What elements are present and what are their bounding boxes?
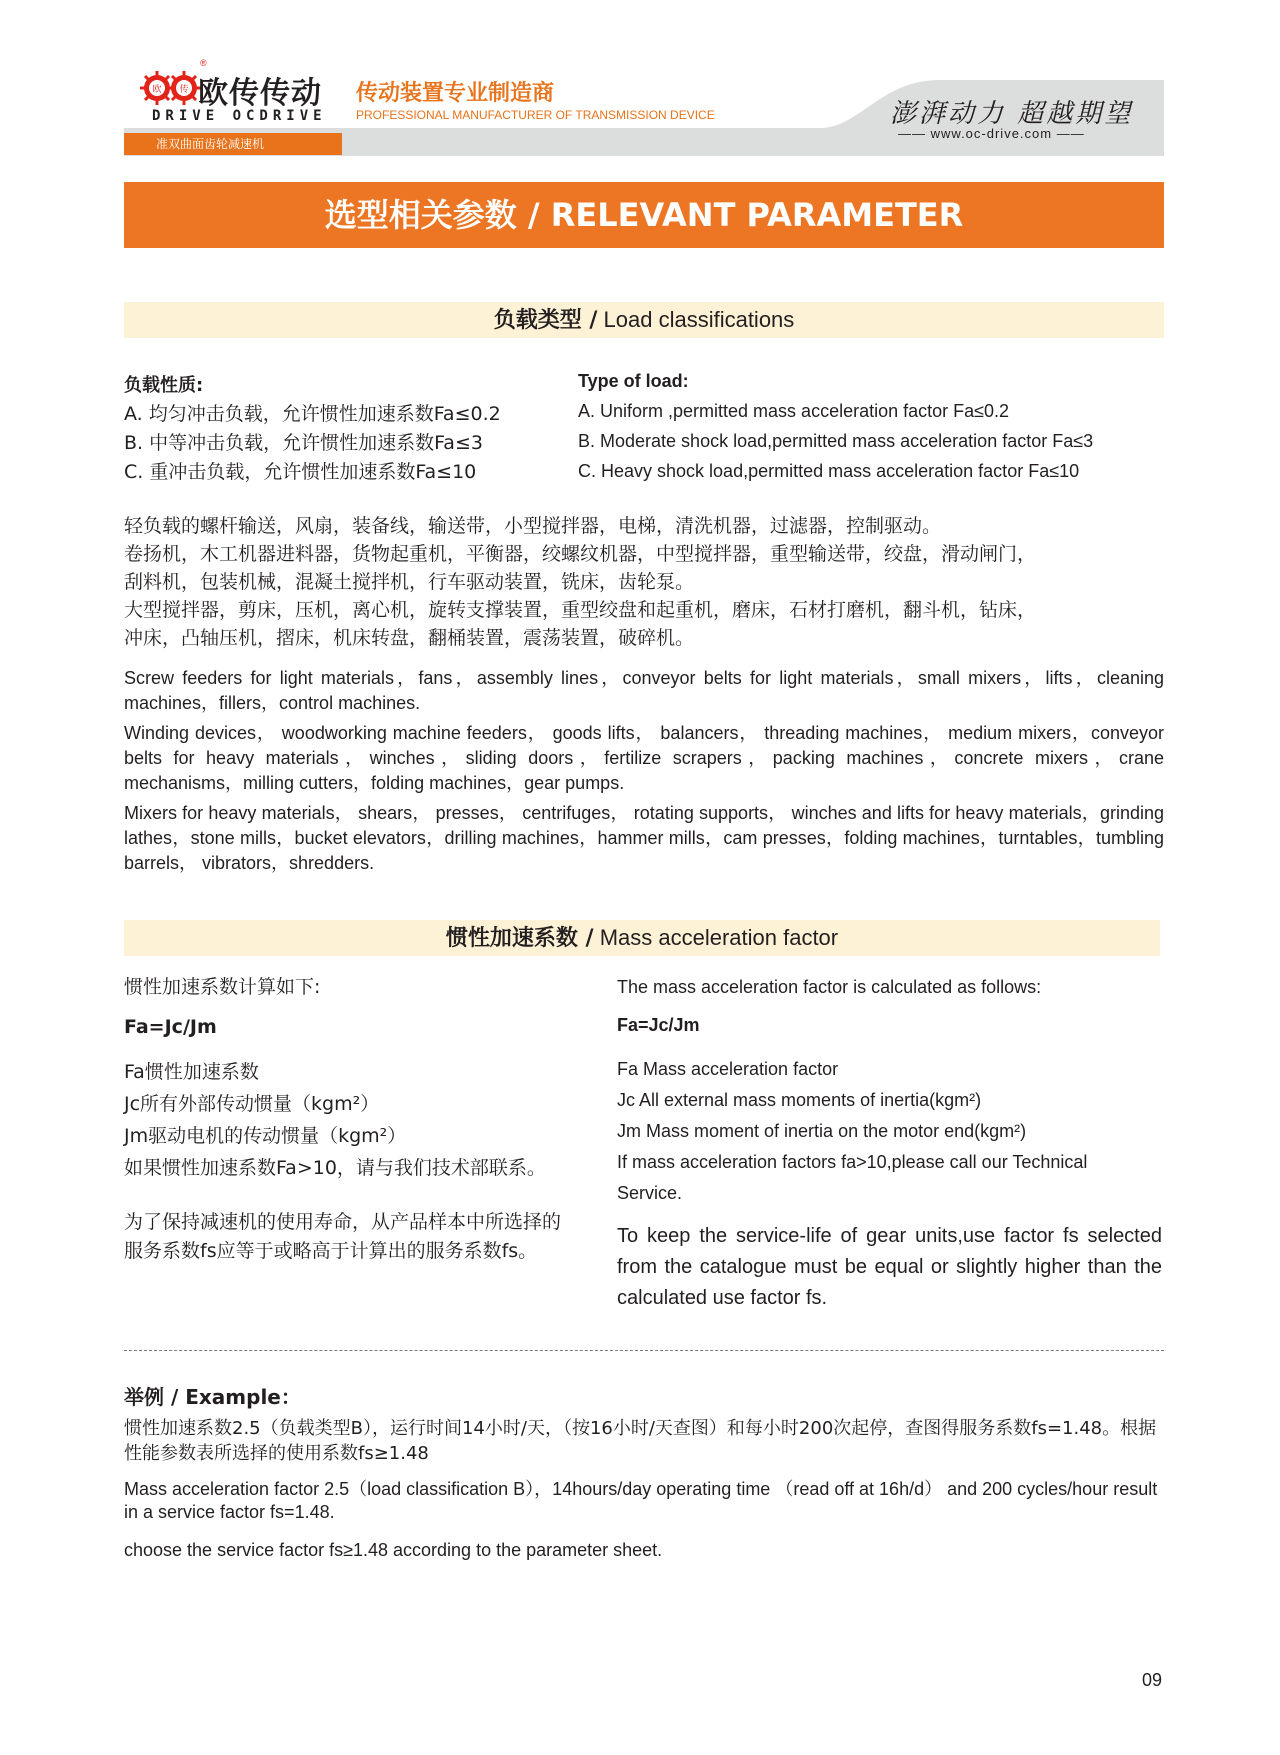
load-example-en-light: Screw feeders for light materials，fans，assembly lines，conveyor belts for light materials，small mixers，lifts，cleaning machines，fillers，control machines. [124, 668, 1164, 713]
example-heading: 举例 / Example： [124, 1385, 301, 1409]
page-title-banner: 选型相关参数 / RELEVANT PARAMETER [124, 182, 1164, 248]
svg-text:传: 传 [179, 85, 189, 95]
service-factor-en: To keep the service-life of gear units,use factor fs selected from the catalogue must be equal or slightly higher than the calculated use factor fs. [617, 1225, 1162, 1309]
mass-def-en-jc: Jc All external mass moments of inertia(kgm²) [617, 1090, 982, 1110]
load-example-cn-heavy-line2: 冲床，凸轴压机，摺床，机床转盘，翻桶装置，震荡装置，破碎机。 [124, 627, 695, 649]
logo-gears-icon [140, 66, 202, 110]
tagline-en: PROFESSIONAL MANUFACTURER OF TRANSMISSION DEVICE [356, 108, 715, 122]
load-types-cn [124, 372, 564, 487]
example-block [124, 1382, 1164, 1563]
section-title-en: Load classifications [603, 307, 795, 332]
load-types-cn-heading: 负载性质: [124, 375, 204, 396]
tagline-cn: 传动装置专业制造商 [356, 81, 555, 106]
example-text-en-1: Mass acceleration factor 2.5（load classification B），14hours/day operating time （read off at 16h/d） and 200 cycles/hour result in a service factor fs=1.48. [124, 1479, 1158, 1522]
mass-def-cn-jm: Jm驱动电机的传动惯量（kgm²） [124, 1125, 407, 1147]
product-category-tag: 准双曲面齿轮减速机 [124, 133, 342, 155]
formula-cn: Fa=Jc/Jm [124, 1016, 217, 1038]
load-examples-en [124, 666, 1164, 876]
section-header-mass [124, 920, 1160, 956]
load-example-cn-heavy-line1: 大型搅拌器，剪床，压机，离心机，旋转支撑装置，重型绞盘和起重机，磨床，石材打磨机，翻斗机，钻床， [124, 599, 1037, 621]
mass-factor-cn [124, 972, 594, 1266]
service-factor-cn: 为了保持减速机的使用寿命，从产品样本中所选择的服务系数fs应等于或略高于计算出的服务系数fs。 [124, 1211, 562, 1262]
brand-name-en: DRIVE OCDRIVE [152, 108, 327, 124]
mass-intro-cn: 惯性加速系数计算如下: [124, 976, 321, 998]
website-text[interactable]: www.oc-drive.com [930, 126, 1053, 141]
load-example-en-heavy: Mixers for heavy materials， shears， presses， centrifuges， rotating supports， winches and lifts for heavy materials，grinding lathes，stone mills，bucket elevators，drilling machines，hammer mills，cam presses，folding machines，turntables，tumbling barrels， vibrators，shredders. [124, 803, 1164, 873]
website-link[interactable]: —— www.oc-drive.com —— [898, 126, 1085, 141]
load-examples-cn [124, 512, 1169, 652]
page-number: 09 [1142, 1670, 1163, 1690]
svg-text:欧: 欧 [152, 85, 162, 95]
slogan: 澎湃动力 超越期望 [890, 99, 1134, 129]
load-type-cn-c: C. 重冲击负载，允许惯性加速系数Fa≤10 [124, 461, 477, 483]
load-types-en-heading: Type of load: [578, 371, 689, 391]
brand-name-cn: 欧传传动 [198, 76, 322, 111]
load-type-cn-b: B. 中等冲击负载，允许惯性加速系数Fa≤3 [124, 432, 483, 454]
mass-def-cn-jc: Jc所有外部传动惯量（kgm²） [124, 1093, 380, 1115]
mass-def-en-contact: If mass acceleration factors fa>10,please call our Technical Service. [617, 1152, 1088, 1203]
load-example-cn-medium-line1: 卷扬机，木工机器进料器，货物起重机，平衡器，绞螺纹机器，中型搅拌器，重型输送带，绞盘，滑动闸门， [124, 543, 1037, 565]
mass-factor-en [617, 972, 1162, 1314]
load-type-en-b: B. Moderate shock load,permitted mass acceleration factor Fa≤3 [578, 431, 1094, 451]
load-example-cn-light: 轻负载的螺杆输送，风扇，装备线，输送带，小型搅拌器，电梯，清洗机器，过滤器，控制驱动。 [124, 515, 942, 537]
load-type-cn-a: A. 均匀冲击负载，允许惯性加速系数Fa≤0.2 [124, 403, 501, 425]
mass-def-en-jm: Jm Mass moment of inertia on the motor end(kgm²) [617, 1121, 1027, 1141]
load-types-en [578, 366, 1168, 486]
mass-def-en-fa: Fa Mass acceleration factor [617, 1059, 839, 1079]
load-type-en-a: A. Uniform ,permitted mass acceleration factor Fa≤0.2 [578, 401, 1010, 421]
section-title-cn: 负载类型 / [493, 308, 598, 333]
load-example-cn-medium-line2: 刮料机，包装机械，混凝土搅拌机，行车驱动装置，铣床，齿轮泵。 [124, 571, 695, 593]
example-text-en-2: choose the service factor fs≥1.48 according to the parameter sheet. [124, 1540, 663, 1560]
example-text-cn: 惯性加速系数2.5（负载类型B），运行时间14小时/天，（按16小时/天查图）和每小时200次起停，查图得服务系数fs=1.48。根据性能参数表所选择的使用系数fs≥1.48 [124, 1418, 1157, 1464]
mass-def-cn-fa: Fa惯性加速系数 [124, 1061, 259, 1083]
registered-mark: ® [200, 58, 207, 68]
mass-def-cn-contact: 如果惯性加速系数Fa>10，请与我们技术部联系。 [124, 1157, 546, 1179]
section-title-cn: 惯性加速系数 / [445, 926, 594, 951]
formula-en: Fa=Jc/Jm [617, 1015, 700, 1035]
section-header-load [124, 302, 1164, 338]
load-example-en-medium: Winding devices， woodworking machine feeders， goods lifts， balancers， threading machines， medium mixers，conveyor belts for heavy materials，winches，sliding doors，fertilize scrapers，packing machines，concrete mixers，crane mechanisms，milling cutters，folding machines，gear pumps. [124, 723, 1164, 793]
section-title-en: Mass acceleration factor [599, 925, 839, 950]
section-divider [124, 1350, 1164, 1351]
load-type-en-c: C. Heavy shock load,permitted mass acceleration factor Fa≤10 [578, 461, 1080, 481]
mass-intro-en: The mass acceleration factor is calculated as follows: [617, 977, 1042, 997]
